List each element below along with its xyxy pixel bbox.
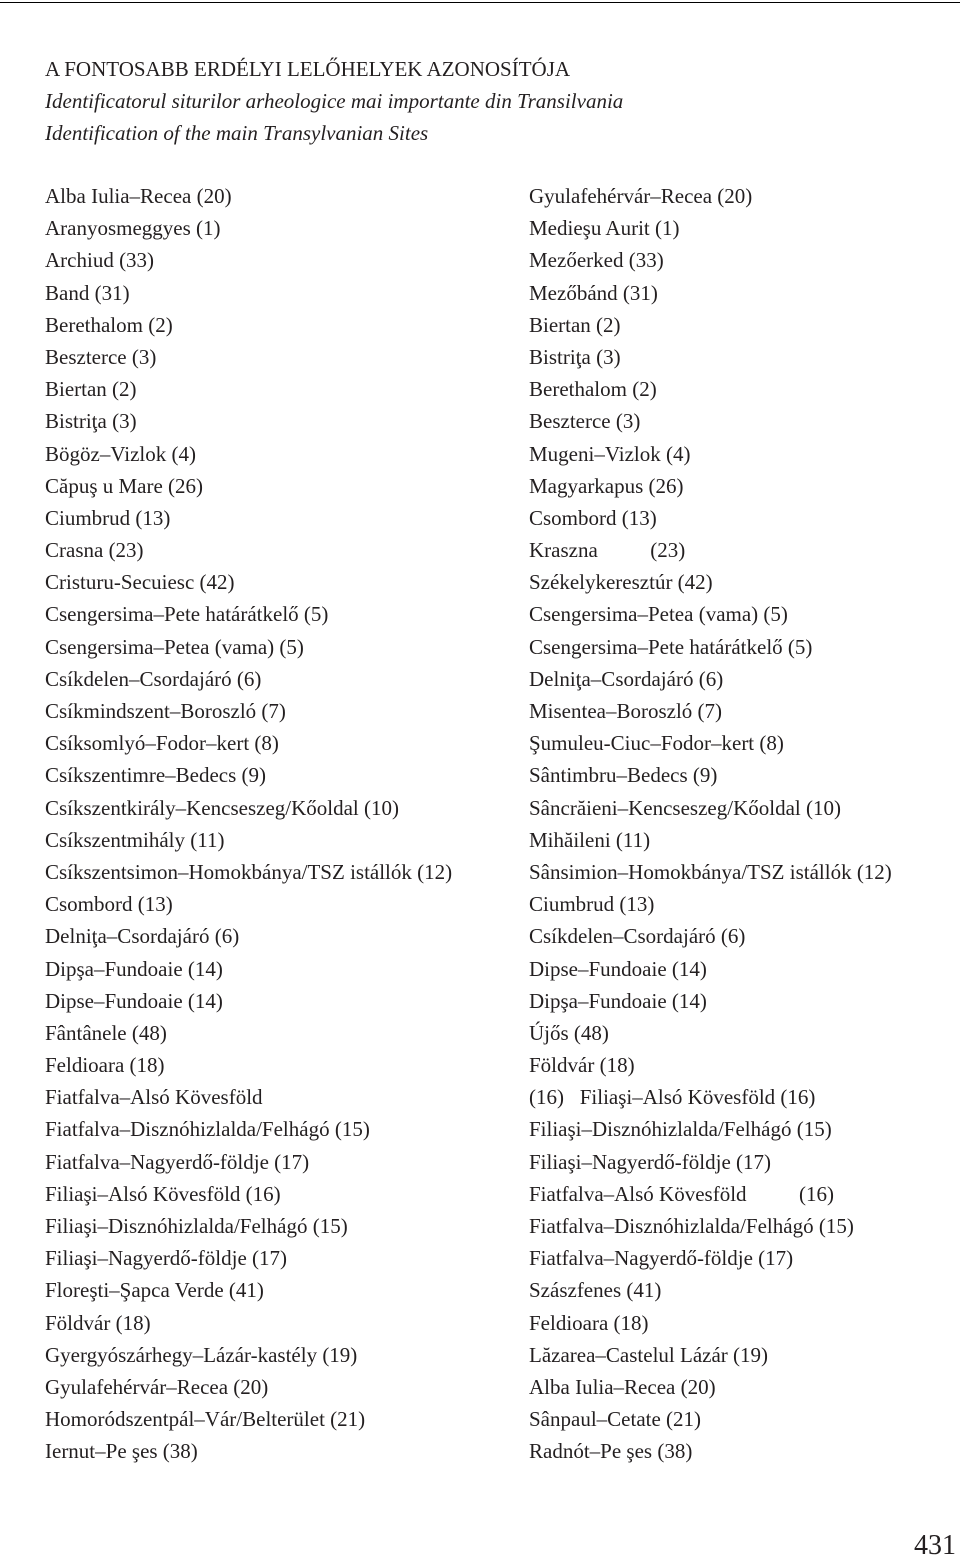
index-row <box>45 824 945 856</box>
site-name-original: Csíkdelen–Csordajáró (6) <box>45 666 262 691</box>
site-name-original: Feldioara (18) <box>45 1053 165 1078</box>
index-row <box>45 1307 945 1339</box>
site-name-equivalent: Újős (48) <box>529 1020 609 1045</box>
site-name-original: Beszterce (3) <box>45 344 157 369</box>
site-name-equivalent: Mezőerked (33) <box>529 248 664 273</box>
site-name-original: Csengersima–Petea (vama) (5) <box>45 634 304 659</box>
site-name-original: Csíkszentmihály (11) <box>45 827 225 852</box>
site-name-original: Fiatfalva–Nagyerdő-földje (17) <box>45 1149 310 1174</box>
index-row <box>45 1371 945 1403</box>
page-number: 431 <box>914 1530 956 1561</box>
site-name-original: Crasna (23) <box>45 538 144 563</box>
site-name-equivalent: Sânpaul–Cetate (21) <box>529 1407 702 1432</box>
index-row <box>45 309 945 341</box>
site-name-equivalent: Feldioara (18) <box>529 1310 649 1335</box>
site-name-original: Ciumbrud (13) <box>45 505 171 530</box>
site-name-original: Biertan (2) <box>45 377 137 402</box>
site-name-original: Filiaşi–Alsó Kövesföld (16) <box>45 1181 281 1206</box>
index-row <box>45 888 945 920</box>
site-name-equivalent: Mezőbánd (31) <box>529 280 658 305</box>
site-name-equivalent: Földvár (18) <box>529 1053 635 1078</box>
site-name-original: Aranyosmeggyes (1) <box>45 216 221 241</box>
site-name-original: Alba Iulia–Recea (20) <box>45 184 232 208</box>
index-row <box>45 1274 945 1306</box>
index-row <box>45 663 945 695</box>
index-row <box>45 920 945 952</box>
page-heading <box>45 53 925 149</box>
site-name-equivalent: Csengersima–Pete határátkelő (5) <box>529 634 813 659</box>
index-row <box>45 1049 945 1081</box>
site-name-equivalent: Berethalom (2) <box>529 377 657 402</box>
index-row <box>45 759 945 791</box>
index-row <box>45 1403 945 1435</box>
site-name-equivalent: Fiatfalva–Nagyerdő-földje (17) <box>529 1246 794 1271</box>
site-name-original: Delniţa–Csordajáró (6) <box>45 924 240 949</box>
site-name-original: Berethalom (2) <box>45 312 173 337</box>
index-row <box>45 244 945 276</box>
index-row <box>45 1113 945 1145</box>
site-name-original: Căpuş u Mare (26) <box>45 473 204 498</box>
site-name-equivalent: Csombord (13) <box>529 505 657 530</box>
site-name-original: Csíkszentkirály–Kencseszeg/Kőoldal (10) <box>45 795 399 820</box>
index-row <box>45 727 945 759</box>
site-name-equivalent: Gyulafehérvár–Recea (20) <box>529 184 753 208</box>
site-name-original: Földvár (18) <box>45 1310 151 1335</box>
site-name-original: Homoródszentpál–Vár/Belterület (21) <box>45 1407 366 1432</box>
site-name-original: Band (31) <box>45 280 130 305</box>
site-name-equivalent: Ciumbrud (13) <box>529 892 655 917</box>
site-name-equivalent: Mihăileni (11) <box>529 827 651 852</box>
site-name-equivalent: (16) Filiaşi–Alsó Kövesföld (16) <box>529 1085 816 1110</box>
top-rule <box>0 2 960 3</box>
site-index-list <box>45 180 945 1468</box>
site-name-original: Bögöz–Vizlok (4) <box>45 441 196 466</box>
site-name-equivalent: Şumuleu-Ciuc–Fodor–kert (8) <box>529 731 784 756</box>
index-row <box>45 985 945 1017</box>
site-name-original: Fiatfalva–Disznóhizlalda/Felhágó (15) <box>45 1117 370 1142</box>
site-name-original: Gyulafehérvár–Recea (20) <box>45 1374 269 1399</box>
site-name-equivalent: Alba Iulia–Recea (20) <box>529 1374 716 1399</box>
site-name-equivalent: Delniţa–Csordajáró (6) <box>529 666 724 691</box>
site-name-equivalent: Sâncrăieni–Kencseszeg/Kőoldal (10) <box>529 795 841 820</box>
title-english: Identification of the main Transylvanian Sites <box>45 121 429 145</box>
site-name-original: Csíkszentsimon–Homokbánya/TSZ istállók (12) <box>45 859 453 884</box>
site-name-equivalent: Radnót–Pe şes (38) <box>529 1439 693 1464</box>
site-name-equivalent: Fiatfalva–Alsó Kövesföld (16) <box>529 1181 835 1206</box>
index-row <box>45 180 945 212</box>
site-name-equivalent: Magyarkapus (26) <box>529 473 684 498</box>
site-name-equivalent: Dipse–Fundoaie (14) <box>529 956 707 981</box>
site-name-original: Filiaşi–Nagyerdő-földje (17) <box>45 1246 288 1271</box>
site-name-original: Floreşti–Şapca Verde (41) <box>45 1278 264 1303</box>
site-name-original: Iernut–Pe şes (38) <box>45 1439 198 1464</box>
title-romanian: Identificatorul siturilor arheologice mai importante din Transilvania <box>45 89 624 113</box>
site-name-equivalent: Szászfenes (41) <box>529 1278 662 1303</box>
index-row <box>45 856 945 888</box>
site-name-equivalent: Csíkdelen–Csordajáró (6) <box>529 924 746 949</box>
index-row <box>45 277 945 309</box>
site-name-original: Csíkszentimre–Bedecs (9) <box>45 763 267 788</box>
site-name-original: Filiaşi–Disznóhizlalda/Felhágó (15) <box>45 1214 348 1238</box>
index-row <box>45 1146 945 1178</box>
index-row <box>45 1081 945 1113</box>
site-name-equivalent: Biertan (2) <box>529 312 621 337</box>
index-row <box>45 1210 945 1242</box>
index-row <box>45 631 945 663</box>
index-row <box>45 502 945 534</box>
site-name-equivalent: Dipşa–Fundoaie (14) <box>529 988 707 1013</box>
index-row <box>45 1178 945 1210</box>
site-name-original: Csengersima–Pete határátkelő (5) <box>45 602 329 627</box>
site-name-equivalent: Székelykeresztúr (42) <box>529 570 713 595</box>
index-row <box>45 438 945 470</box>
index-row <box>45 1242 945 1274</box>
site-name-equivalent: Mugeni–Vizlok (4) <box>529 441 691 466</box>
site-name-original: Bistriţa (3) <box>45 409 137 434</box>
site-name-equivalent: Lăzarea–Castelul Lázár (19) <box>529 1342 769 1367</box>
site-name-original: Archiud (33) <box>45 248 155 273</box>
index-row <box>45 695 945 727</box>
index-row <box>45 1339 945 1371</box>
site-name-equivalent: Fiatfalva–Disznóhizlalda/Felhágó (15) <box>529 1214 854 1238</box>
index-row <box>45 953 945 985</box>
site-name-equivalent: Beszterce (3) <box>529 409 641 434</box>
site-name-original: Fântânele (48) <box>45 1020 167 1045</box>
site-name-original: Csíkmindszent–Boroszló (7) <box>45 699 286 723</box>
site-name-equivalent: Filiaşi–Nagyerdő-földje (17) <box>529 1149 772 1174</box>
index-row <box>45 341 945 373</box>
index-row <box>45 212 945 244</box>
title-hungarian: A FONTOSABB ERDÉLYI LELŐHELYEK AZONOSÍTÓJA <box>45 57 571 81</box>
site-name-equivalent: Misentea–Boroszló (7) <box>529 699 723 723</box>
index-row <box>45 470 945 502</box>
site-name-equivalent: Medieşu Aurit (1) <box>529 216 680 241</box>
site-name-equivalent: Kraszna (23) <box>529 538 686 563</box>
site-name-equivalent: Filiaşi–Disznóhizlalda/Felhágó (15) <box>529 1117 832 1142</box>
site-name-equivalent: Bistriţa (3) <box>529 344 621 369</box>
site-name-original: Csombord (13) <box>45 892 173 917</box>
site-name-original: Fiatfalva–Alsó Kövesföld <box>45 1085 263 1110</box>
site-name-equivalent: Sânsimion–Homokbánya/TSZ istállók (12) <box>529 859 892 884</box>
site-name-original: Gyergyószárhegy–Lázár-kastély (19) <box>45 1342 358 1367</box>
site-name-equivalent: Csengersima–Petea (vama) (5) <box>529 602 788 627</box>
index-row <box>45 534 945 566</box>
index-row <box>45 598 945 630</box>
site-name-original: Dipşa–Fundoaie (14) <box>45 956 223 981</box>
site-name-original: Cristuru-Secuiesc (42) <box>45 570 235 595</box>
site-name-original: Dipse–Fundoaie (14) <box>45 988 223 1013</box>
index-row <box>45 792 945 824</box>
site-name-original: Csíksomlyó–Fodor–kert (8) <box>45 731 279 756</box>
site-name-equivalent: Sântimbru–Bedecs (9) <box>529 763 718 788</box>
index-row <box>45 1017 945 1049</box>
index-row <box>45 373 945 405</box>
index-row <box>45 1435 945 1467</box>
index-row <box>45 405 945 437</box>
index-row <box>45 566 945 598</box>
